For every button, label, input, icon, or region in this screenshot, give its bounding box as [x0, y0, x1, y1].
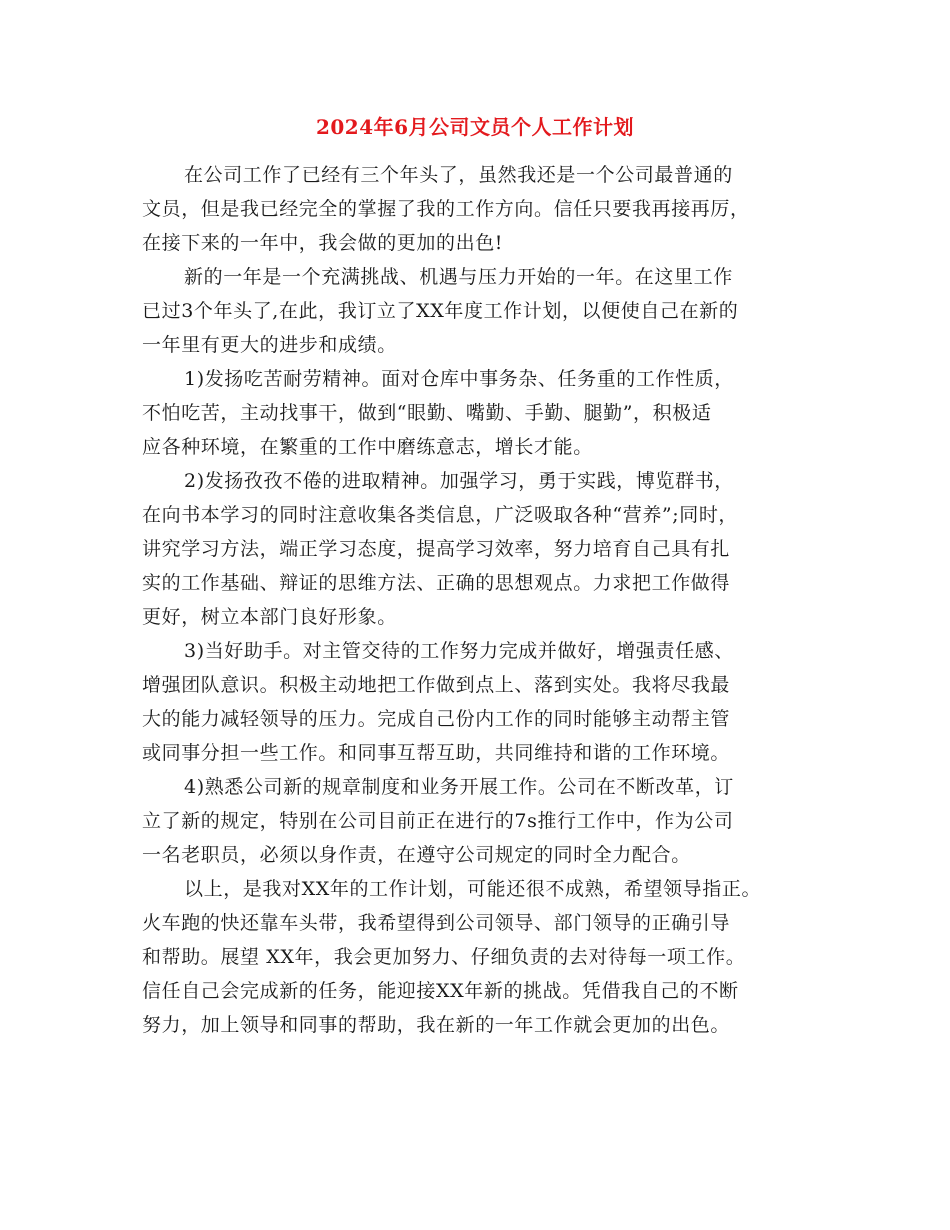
text-line: 火车跑的快还靠车头带，我希望得到公司领导、部门领导的正确引导	[142, 912, 731, 934]
text-line: 在公司工作了已经有三个年头了，虽然我还是一个公司最普通的	[184, 164, 733, 186]
text-line: 和帮助。展望 XX年，我会更加努力、仔细负责的去对待每一项工作。	[142, 946, 746, 968]
text-line: 文员，但是我已经完全的掌握了我的工作方向。信任只要我再接再厉，	[142, 198, 750, 220]
document-body	[142, 158, 832, 1042]
text-line: 3)当好助手。对主管交待的工作努力完成并做好，增强责任感、	[184, 640, 734, 662]
text-line: 以上，是我对XX年的工作计划，可能还很不成熟，希望领导指正。	[184, 878, 762, 900]
text-line: 增强团队意识。积极主动地把工作做到点上、落到实处。我将尽我最	[142, 674, 731, 696]
text-line: 更好，树立本部门良好形象。	[142, 606, 397, 628]
text-line: 一年里有更大的进步和成绩。	[142, 334, 397, 356]
text-line: 讲究学习方法，端正学习态度，提高学习效率，努力培育自己具有扎	[142, 538, 731, 560]
text-line: 4)熟悉公司新的规章制度和业务开展工作。公司在不断改革，订	[184, 776, 734, 798]
text-line: 立了新的规定，特别在公司目前正在进行的7s推行工作中，作为公司	[142, 810, 734, 832]
text-line: 信任自己会完成新的任务，能迎接XX年新的挑战。凭借我自己的不断	[142, 980, 739, 1002]
text-line: 大的能力减轻领导的压力。完成自己份内工作的同时能够主动帮主管	[142, 708, 731, 730]
text-line: 一名老职员，必须以身作责，在遵守公司规定的同时全力配合。	[142, 844, 691, 866]
text-line: 已过3个年头了,在此，我订立了XX年度工作计划，以便使自己在新的	[142, 300, 739, 322]
text-line: 2)发扬孜孜不倦的进取精神。加强学习，勇于实践，博览群书，	[184, 470, 734, 492]
text-line: 实的工作基础、辩证的思维方法、正确的思想观点。力求把工作做得	[142, 572, 731, 594]
text-line: 不怕吃苦，主动找事干，做到“眼勤、嘴勤、手勤、腿勤”，积极适	[142, 402, 712, 424]
text-line: 或同事分担一些工作。和同事互帮互助，共同维持和谐的工作环境。	[142, 742, 731, 764]
text-line: 在向书本学习的同时注意收集各类信息，广泛吸取各种“营养”;同时，	[142, 504, 739, 526]
text-line: 在接下来的一年中，我会做的更加的出色!	[142, 232, 504, 254]
text-line: 应各种环境，在繁重的工作中磨练意志，增长才能。	[142, 436, 593, 458]
text-line: 新的一年是一个充满挑战、机遇与压力开始的一年。在这里工作	[184, 266, 733, 288]
text-line: 1)发扬吃苦耐劳精神。面对仓库中事务杂、任务重的工作性质，	[184, 368, 734, 390]
text-line: 努力，加上领导和同事的帮助，我在新的一年工作就会更加的出色。	[142, 1014, 731, 1036]
document-title: 2024年6月公司文员个人工作计划	[315, 115, 635, 139]
